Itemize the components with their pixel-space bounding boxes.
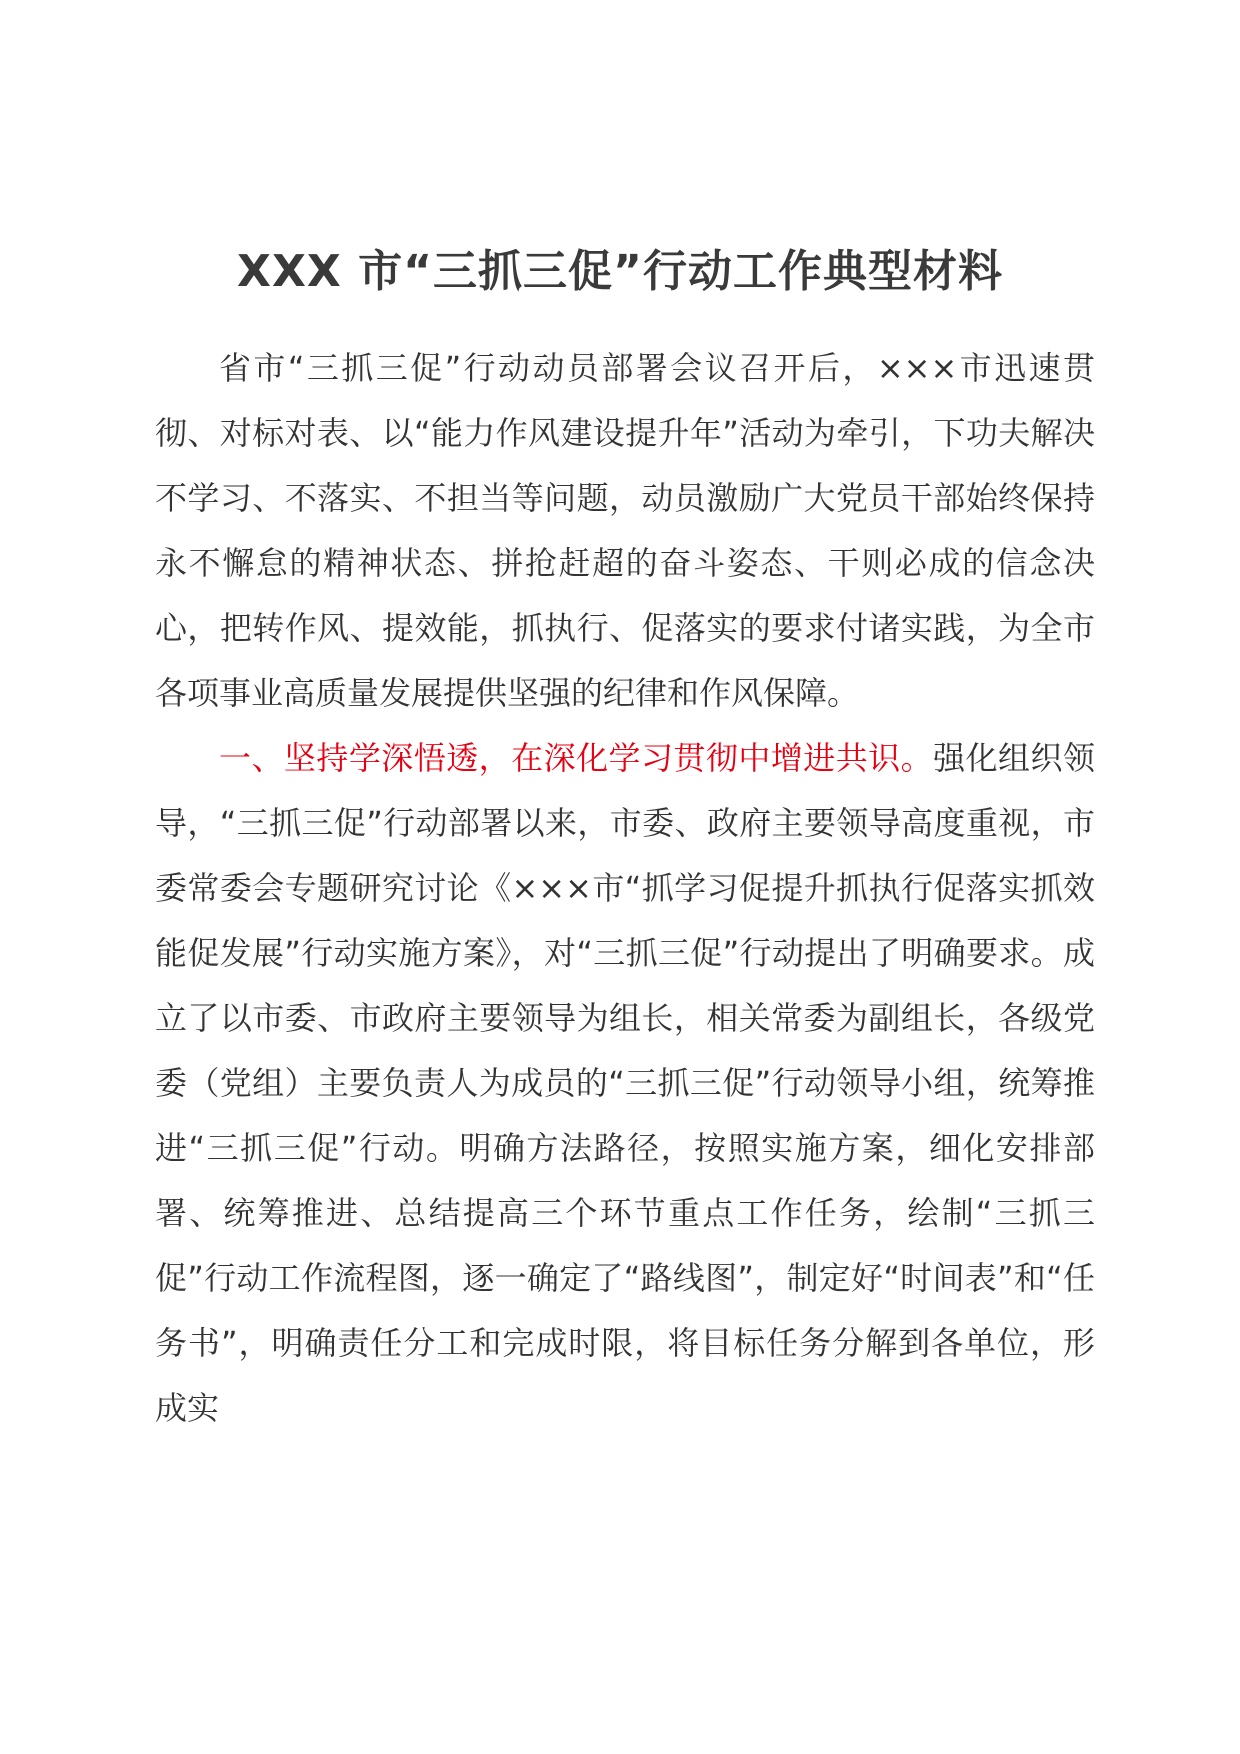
section-one-heading: 一、坚持学深悟透，在深化学习贯彻中增进共识。 xyxy=(219,739,934,777)
section-one-paragraph xyxy=(155,726,1095,1441)
intro-paragraph xyxy=(155,336,1095,726)
document-body xyxy=(155,336,1095,1441)
document-title: XXX 市“三抓三促”行动工作典型材料 xyxy=(237,246,1003,297)
section-one-text: 强化组织领导，“三抓三促”行动部署以来，市委、政府主要领导高度重视，市委常委会专题研究讨论《×××市“抓学习促提升抓执行促落实抓效能促发展”行动实施方案》，对“三抓三促”行动提出了明确要求。成立了以市委、市政府主要领导为组长，相关常委为副组长，各级党委（党组）主要负责人为成员的“三抓三促”行动领导小组，统筹推进“三抓三促”行动。明确方法路径，按照实施方案，细化安排部署、统筹推进、总结提高三个环节重点工作任务，绘制“三抓三促”行动工作流程图，逐一确定了“路线图”，制定好“时间表”和“任务书”，明确责任分工和完成时限，将目标任务分解到各单位，形成实 xyxy=(155,739,1095,1427)
intro-paragraph-text: 省市“三抓三促”行动动员部署会议召开后，×××市迅速贯彻、对标对表、以“能力作风建设提升年”活动为牵引，下功夫解决不学习、不落实、不担当等问题，动员激励广大党员干部始终保持永不懈怠的精神状态、拼抢赶超的奋斗姿态、干则必成的信念决心，把转作风、提效能，抓执行、促落实的要求付诸实践，为全市各项事业高质量发展提供坚强的纪律和作风保障。 xyxy=(155,349,1095,712)
